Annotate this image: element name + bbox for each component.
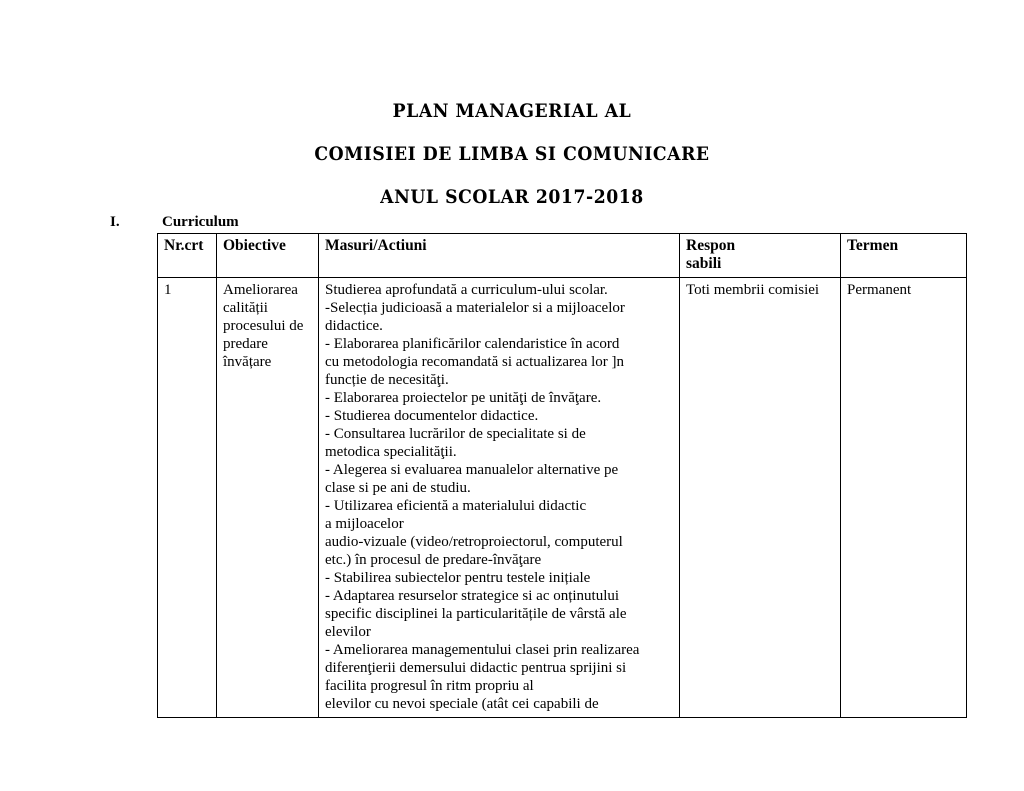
section-title: Curriculum [162,214,239,230]
cell-nr-crt: 1 [158,278,217,718]
masuri-line: didactice. [325,318,383,334]
obiective-line: învățare [223,354,272,370]
masuri-line: - Elaborarea planificărilor calendaristice în acord [325,336,620,352]
column-header-responsabili-line1: Respon [686,237,736,254]
column-header-responsabili [680,234,841,278]
column-header-termen: Termen [841,234,967,278]
title-line-1: PLAN MANAGERIAL AL [392,101,632,122]
masuri-line: - Stabilirea subiectelor pentru testele inițiale [325,570,591,586]
obiective-line: Ameliorarea [223,282,298,298]
masuri-line: etc.) în procesul de predare-învăţare [325,552,542,568]
obiective-line: calității [223,300,268,316]
masuri-line: - Consultarea lucrărilor de specialitate si de [325,426,586,442]
column-header-responsabili-line2: sabili [686,255,722,272]
cell-obiective [217,278,319,718]
masuri-line: - Alegerea si evaluarea manualelor alternative pe [325,462,619,478]
masuri-line: - Ameliorarea managementului clasei prin realizarea [325,642,640,658]
masuri-line: a mijloacelor [325,516,404,532]
column-header-masuri: Masuri/Actiuni [319,234,680,278]
masuri-line: elevilor cu nevoi speciale (atât cei capabili de [325,696,599,712]
cell-termen: Permanent [841,278,967,718]
masuri-line: elevilor [325,624,371,640]
document-title-block [0,90,1024,219]
column-header-nr: Nr.crt [158,234,217,278]
masuri-line: specific disciplinei la particularitățile de vârstă ale [325,606,627,622]
title-line-3: ANUL SCOLAR 2017-2018 [380,187,644,208]
table-header-row [158,234,967,278]
section-heading [110,213,970,231]
masuri-line: diferenţierii demersului didactic pentrua sprijini si [325,660,627,676]
section-numeral: I. [110,214,120,230]
table-row [158,278,967,718]
masuri-line: metodica specialităţii. [325,444,457,460]
masuri-line: Studierea aprofundată a curriculum-ului scolar. [325,282,608,298]
obiective-line: predare [223,336,268,352]
curriculum-plan-table [157,233,967,718]
masuri-line: funcție de necesităţi. [325,372,449,388]
obiective-line: procesului de [223,318,304,334]
masuri-line: facilita progresul în ritm propriu al [325,678,534,694]
masuri-line: audio-vizuale (video/retroproiectorul, computerul [325,534,623,550]
column-header-obiective: Obiective [217,234,319,278]
masuri-line: - Utilizarea eficientă a materialului didactic [325,498,587,514]
masuri-line: - Adaptarea resurselor strategice si ac onținutului [325,588,620,604]
cell-responsabili: Toti membrii comisiei [680,278,841,718]
masuri-line: - Elaborarea proiectelor pe unităţi de învăţare. [325,390,602,406]
masuri-line: -Selecția judicioasă a materialelor si a mijloacelor [325,300,625,316]
masuri-line: - Studierea documentelor didactice. [325,408,539,424]
masuri-line: cu metodologia recomandată si actualizarea lor ]n [325,354,625,370]
cell-masuri-actiuni [319,278,680,718]
title-line-2: COMISIEI DE LIMBA SI COMUNICARE [314,144,710,165]
masuri-line: clase si pe ani de studiu. [325,480,471,496]
